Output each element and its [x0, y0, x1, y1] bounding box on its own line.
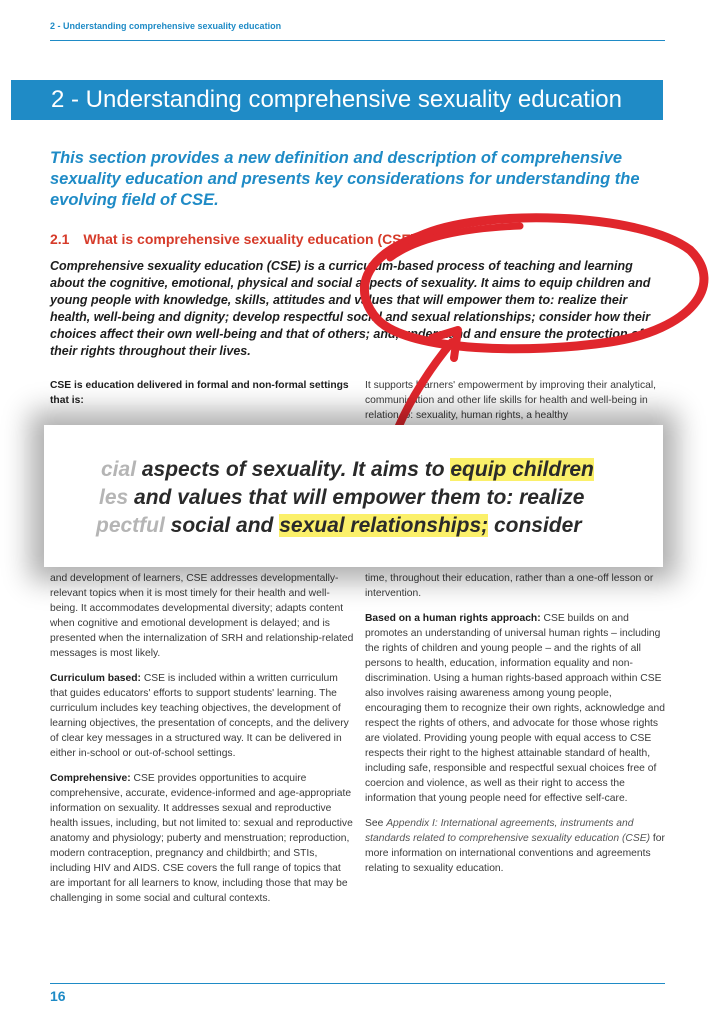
zoom-line-2-text: and values that will empower them to: realize [128, 486, 585, 509]
right-paragraph-2 [365, 611, 665, 806]
zoom-line-1 [101, 458, 594, 482]
page-number: 16 [50, 988, 66, 1004]
cse-definition: Comprehensive sexuality education (CSE) is a curriculum-based process of teaching and learning about the cognitive, emotional, physical and social aspects of sexuality. It aims to equip children and young people with knowledge, skills, attitudes and values that will empower them to: realize their health, well-being and dignity; develop respectful social and sexual relationships; consider how their choices affect their own well-being and that of others; and, understand and ensure the protection of their rights throughout their lives. [50, 259, 651, 358]
left-paragraph-3 [50, 771, 355, 906]
highlight-equip-children: equip children [450, 458, 594, 481]
left-paragraph-2 [50, 671, 355, 761]
zoom-line-3-end: consider [488, 514, 582, 537]
zoom-line-1-text: aspects of sexuality. It aims to [136, 458, 451, 481]
highlight-sexual-relationships: sexual relationships; [279, 514, 489, 537]
human-rights-body: CSE builds on and promotes an understanding of universal human rights – including the rights of children and young people – and the rights of all persons to health, education, information equality and non-discrimination. Using a human rights-based approach within CSE also involves raising awareness among young people, encouraging them to recognize their own rights, acknowledge and respect the rights of others, and advocate for those whose rights are violated. Providing young people with equal access to CSE respects their right to the highest attainable standard of health, including safe, responsible and respectful sexual choices free of coercion and violence, as well as their right to access the information that young people need for effective self-care. [365, 613, 665, 804]
curriculum-based-body: CSE is included within a written curriculum that guides educators' efforts to support students' learning. The curriculum includes key teaching objectives, the development of learning objectives, the presentation of concepts, and the delivery of clear key messages in a structured way. It can be delivered in either in-school or out-of-school settings. [50, 673, 349, 759]
running-head: 2 - Understanding comprehensive sexuality education [50, 21, 282, 31]
zoom-line-3 [96, 514, 582, 538]
see-prefix: See [365, 818, 387, 829]
appendix-reference: Appendix I: International agreements, instruments and standards related to comprehensive sexuality education (CSE) [365, 818, 651, 844]
zoom-line-1-fade: cial [101, 458, 137, 481]
zoom-line-2 [99, 486, 584, 510]
right-paragraph-1: time, throughout their education, rather than a one-off lesson or intervention. [365, 573, 654, 599]
zoom-line-3-fade: pectful [96, 514, 165, 537]
human-rights-lead: Based on a human rights approach: [365, 613, 541, 624]
zoom-line-3-text: social and [164, 514, 280, 537]
right-column-top: It supports learners' empowerment by improving their analytical, communication and other life skills for health and well-being in relation to: sexuality, human rights, a healthy [365, 380, 656, 421]
top-rule [50, 40, 665, 41]
bottom-rule [50, 983, 665, 984]
comprehensive-body: CSE provides opportunities to acquire comprehensive, accurate, evidence-informed and age-appropriate information on sexuality. It addresses sexual and reproductive health issues, including, but not limited to: sexual and reproductive anatomy and physiology; puberty and menstruation; reproduction, modern contraception, pregnancy and childbirth; and STIs, including HIV and AIDS. CSE covers the full range of topics that are important for all learners to know, including those that may be challenging in some social and cultural contexts. [50, 773, 353, 904]
section-heading [50, 231, 424, 247]
chapter-title: 2 - Understanding comprehensive sexuality education [11, 80, 663, 120]
section-title: What is comprehensive sexuality education (CSE)? [83, 231, 425, 247]
right-paragraph-3 [365, 816, 665, 876]
left-column-top: CSE is education delivered in formal and non-formal settings that is: [50, 380, 349, 406]
see-suffix: for more information on international conventions and agreements relating to sexuality education. [365, 833, 665, 874]
left-paragraph-1: and development of learners, CSE addresses developmentally-relevant topics when it is most timely for their health and well-being. It accommodates developmental diversity; adapts content when cognitive and emotional development is delayed; and is presented when the internalization of SRH and relationship-related messages is most likely. [50, 573, 354, 659]
curriculum-based-lead: Curriculum based: [50, 673, 141, 684]
section-number: 2.1 [50, 231, 70, 247]
zoom-line-2-fade: les [99, 486, 129, 509]
comprehensive-lead: Comprehensive: [50, 773, 131, 784]
left-column [50, 571, 355, 916]
section-intro: This section provides a new definition and description of comprehensive sexuality education and presents key considerations for understanding the evolving field of CSE. [50, 149, 640, 209]
right-column [365, 571, 665, 886]
zoom-callout [44, 425, 663, 567]
